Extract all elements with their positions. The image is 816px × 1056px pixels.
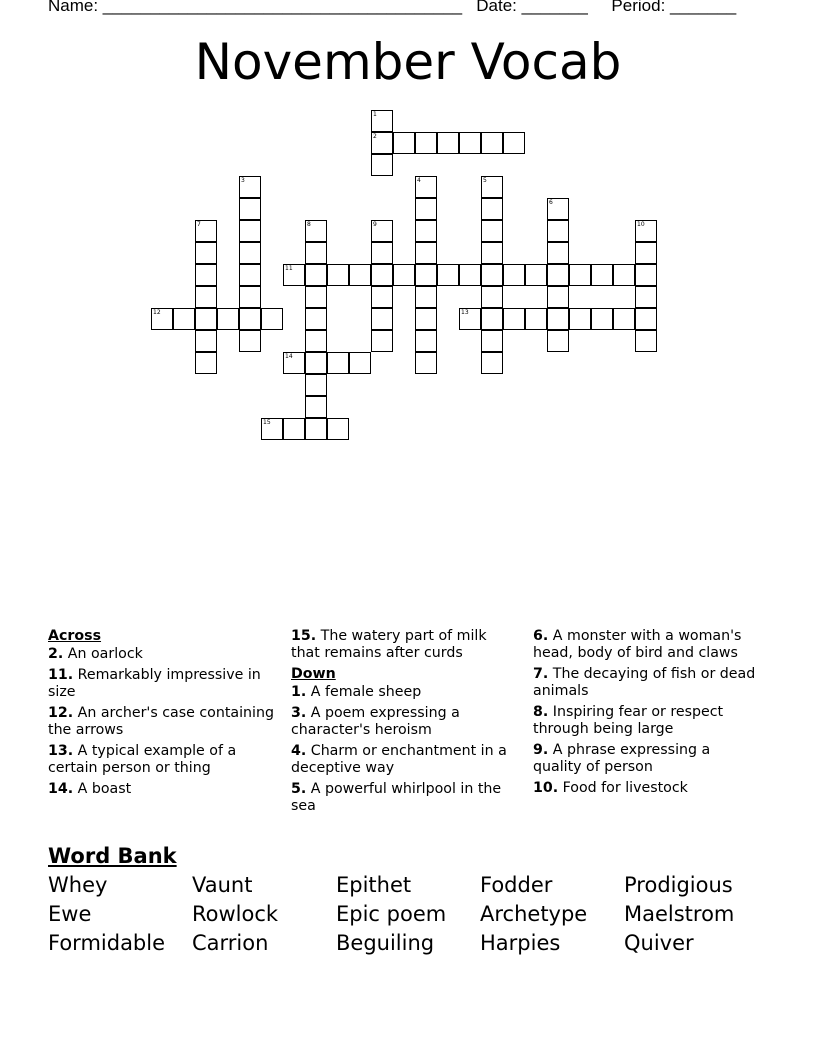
crossword-cell[interactable] xyxy=(635,242,657,264)
crossword-cell[interactable] xyxy=(371,308,393,330)
crossword-cell[interactable] xyxy=(371,132,393,154)
crossword-cell[interactable] xyxy=(217,308,239,330)
clue-down-5: 5. A powerful whirlpool in the sea xyxy=(291,781,502,814)
word-bank-item: Epic poem xyxy=(336,902,447,926)
clue-across-13: 13. A typical example of a certain person or thing xyxy=(48,743,237,776)
crossword-cell[interactable] xyxy=(635,220,657,242)
crossword-grid xyxy=(0,0,816,460)
crossword-cell[interactable] xyxy=(635,308,657,330)
word-bank xyxy=(48,872,778,956)
clue-number: 1 xyxy=(373,111,377,118)
clue-across-12: 12. An archer's case containing the arrows xyxy=(48,705,274,738)
crossword-cell[interactable] xyxy=(481,264,503,286)
crossword-cell[interactable] xyxy=(415,352,437,374)
clue-number: 10 xyxy=(637,221,645,228)
crossword-cell[interactable] xyxy=(239,198,261,220)
word-bank-item: Archetype xyxy=(480,902,588,926)
crossword-cell[interactable] xyxy=(349,264,371,286)
crossword-cell[interactable] xyxy=(525,308,547,330)
clue-number: 4 xyxy=(417,177,421,184)
crossword-cell[interactable] xyxy=(481,352,503,374)
clues-column-2 xyxy=(291,628,519,819)
date-field-label: Date: _______ xyxy=(476,0,588,15)
crossword-cell[interactable] xyxy=(305,330,327,352)
crossword-cell[interactable] xyxy=(481,286,503,308)
word-bank-item: Beguiling xyxy=(336,931,435,955)
crossword-cell[interactable] xyxy=(547,242,569,264)
crossword-cell[interactable] xyxy=(305,286,327,308)
crossword-cell[interactable] xyxy=(459,308,481,330)
crossword-cell[interactable] xyxy=(195,286,217,308)
clue-number: 3 xyxy=(241,177,245,184)
crossword-cell[interactable] xyxy=(547,286,569,308)
down-heading: Down xyxy=(291,666,336,682)
clue-down-1: 1. A female sheep xyxy=(291,684,422,700)
crossword-cell[interactable] xyxy=(415,264,437,286)
crossword-cell[interactable] xyxy=(481,176,503,198)
crossword-cell[interactable] xyxy=(415,220,437,242)
word-bank-item: Maelstrom xyxy=(624,902,735,926)
crossword-cell[interactable] xyxy=(239,264,261,286)
crossword-cell[interactable] xyxy=(481,308,503,330)
word-bank-item: Quiver xyxy=(624,931,694,955)
crossword-cell[interactable] xyxy=(305,418,327,440)
across-heading: Across xyxy=(48,628,102,644)
crossword-cell[interactable] xyxy=(393,132,415,154)
crossword-cell[interactable] xyxy=(305,242,327,264)
crossword-cell[interactable] xyxy=(547,198,569,220)
crossword-cell[interactable] xyxy=(591,308,613,330)
crossword-cell[interactable] xyxy=(371,110,393,132)
crossword-cell[interactable] xyxy=(591,264,613,286)
crossword-cell[interactable] xyxy=(349,352,371,374)
crossword-cell[interactable] xyxy=(195,220,217,242)
crossword-cell[interactable] xyxy=(371,286,393,308)
clue-across-2: 2. An oarlock xyxy=(48,646,143,662)
clue-number: 13 xyxy=(461,309,469,316)
crossword-cell[interactable] xyxy=(415,132,437,154)
word-bank-item: Carrion xyxy=(192,931,269,955)
crossword-cell[interactable] xyxy=(239,220,261,242)
crossword-cell[interactable] xyxy=(415,242,437,264)
word-bank-item: Vaunt xyxy=(192,873,253,897)
crossword-cell[interactable] xyxy=(327,264,349,286)
clue-down-10: 10. Food for livestock xyxy=(533,780,688,796)
clue-across-15: 15. The watery part of milk that remains after curds xyxy=(291,628,487,661)
clue-down-7: 7. The decaying of fish or dead animals xyxy=(533,666,756,699)
crossword-cell[interactable] xyxy=(547,308,569,330)
crossword-cell[interactable] xyxy=(503,264,525,286)
crossword-cell[interactable] xyxy=(525,264,547,286)
crossword-cell[interactable] xyxy=(371,264,393,286)
crossword-cell[interactable] xyxy=(305,374,327,396)
clue-number: 12 xyxy=(153,309,161,316)
crossword-cell[interactable] xyxy=(481,220,503,242)
crossword-cell[interactable] xyxy=(195,308,217,330)
clue-number: 5 xyxy=(483,177,487,184)
clue-down-8: 8. Inspiring fear or respect through being large xyxy=(533,704,724,737)
crossword-cell[interactable] xyxy=(151,308,173,330)
crossword-cell[interactable] xyxy=(393,264,415,286)
crossword-cell[interactable] xyxy=(261,418,283,440)
crossword-cell[interactable] xyxy=(635,286,657,308)
crossword-cell[interactable] xyxy=(437,264,459,286)
crossword-cell[interactable] xyxy=(239,286,261,308)
page-title: November Vocab xyxy=(194,33,622,91)
crossword-cell[interactable] xyxy=(239,330,261,352)
crossword-cell[interactable] xyxy=(437,132,459,154)
crossword-cell[interactable] xyxy=(327,352,349,374)
word-bank-item: Fodder xyxy=(480,873,553,897)
crossword-cell[interactable] xyxy=(481,242,503,264)
crossword-cell[interactable] xyxy=(569,308,591,330)
crossword-cell[interactable] xyxy=(415,286,437,308)
clue-down-3: 3. A poem expressing a character's heroism xyxy=(291,705,460,738)
crossword-cell[interactable] xyxy=(613,264,635,286)
clue-down-4: 4. Charm or enchantment in a deceptive way xyxy=(291,743,507,776)
clue-number: 9 xyxy=(373,221,377,228)
word-bank-item: Epithet xyxy=(336,873,412,897)
crossword-cell[interactable] xyxy=(415,176,437,198)
clue-across-14: 14. A boast xyxy=(48,781,132,797)
crossword-cell[interactable] xyxy=(503,308,525,330)
crossword-cell[interactable] xyxy=(195,330,217,352)
crossword-cell[interactable] xyxy=(371,330,393,352)
word-bank-item: Ewe xyxy=(48,902,92,926)
period-field-label: Period: _______ xyxy=(611,0,737,15)
crossword-cell[interactable] xyxy=(371,242,393,264)
crossword-cell[interactable] xyxy=(569,264,591,286)
crossword-cell[interactable] xyxy=(195,264,217,286)
crossword-cell[interactable] xyxy=(547,264,569,286)
crossword-cell[interactable] xyxy=(239,308,261,330)
clue-number: 6 xyxy=(549,199,553,206)
crossword-cell[interactable] xyxy=(459,132,481,154)
clue-number: 11 xyxy=(285,265,293,272)
clue-across-11: 11. Remarkably impressive in size xyxy=(48,667,261,700)
clue-number: 8 xyxy=(307,221,311,228)
crossword-cell[interactable] xyxy=(481,198,503,220)
crossword-cell[interactable] xyxy=(459,264,481,286)
word-bank-item: Rowlock xyxy=(192,902,279,926)
word-bank-item: Harpies xyxy=(480,931,561,955)
crossword-cell[interactable] xyxy=(503,132,525,154)
clue-number: 2 xyxy=(373,133,377,140)
crossword-cell[interactable] xyxy=(415,330,437,352)
crossword-cell[interactable] xyxy=(481,132,503,154)
crossword-cell[interactable] xyxy=(305,352,327,374)
clues-column-1 xyxy=(48,628,276,802)
word-bank-item: Whey xyxy=(48,873,108,897)
crossword-cell[interactable] xyxy=(283,352,305,374)
crossword-cell[interactable] xyxy=(239,176,261,198)
crossword-cell[interactable] xyxy=(371,154,393,176)
clue-down-9: 9. A phrase expressing a quality of person xyxy=(533,742,711,775)
crossword-cell[interactable] xyxy=(195,242,217,264)
clue-number: 14 xyxy=(285,353,293,360)
name-field-label: Name: ______________________________________ xyxy=(48,0,463,15)
crossword-cell[interactable] xyxy=(635,330,657,352)
crossword-cell[interactable] xyxy=(195,352,217,374)
crossword-cell[interactable] xyxy=(173,308,195,330)
word-bank-item: Formidable xyxy=(48,931,166,955)
crossword-cell[interactable] xyxy=(261,308,283,330)
crossword-cell[interactable] xyxy=(305,396,327,418)
crossword-cell[interactable] xyxy=(547,220,569,242)
word-bank-title: Word Bank xyxy=(48,844,177,868)
crossword-cell[interactable] xyxy=(547,330,569,352)
clue-down-6: 6. A monster with a woman's head, body of bird and claws xyxy=(533,628,742,661)
crossword-cell[interactable] xyxy=(305,264,327,286)
crossword-cell[interactable] xyxy=(371,220,393,242)
crossword-cell[interactable] xyxy=(481,330,503,352)
crossword-cell[interactable] xyxy=(239,242,261,264)
crossword-cell[interactable] xyxy=(305,308,327,330)
crossword-cell[interactable] xyxy=(327,418,349,440)
clues-column-3 xyxy=(533,628,761,801)
crossword-cell[interactable] xyxy=(415,308,437,330)
crossword-cell[interactable] xyxy=(415,198,437,220)
crossword-cell[interactable] xyxy=(283,418,305,440)
clue-number: 7 xyxy=(197,221,201,228)
crossword-cell[interactable] xyxy=(613,308,635,330)
crossword-cell[interactable] xyxy=(635,264,657,286)
crossword-cell[interactable] xyxy=(305,220,327,242)
clue-number: 15 xyxy=(263,419,271,426)
crossword-cell[interactable] xyxy=(283,264,305,286)
word-bank-item: Prodigious xyxy=(624,873,733,897)
